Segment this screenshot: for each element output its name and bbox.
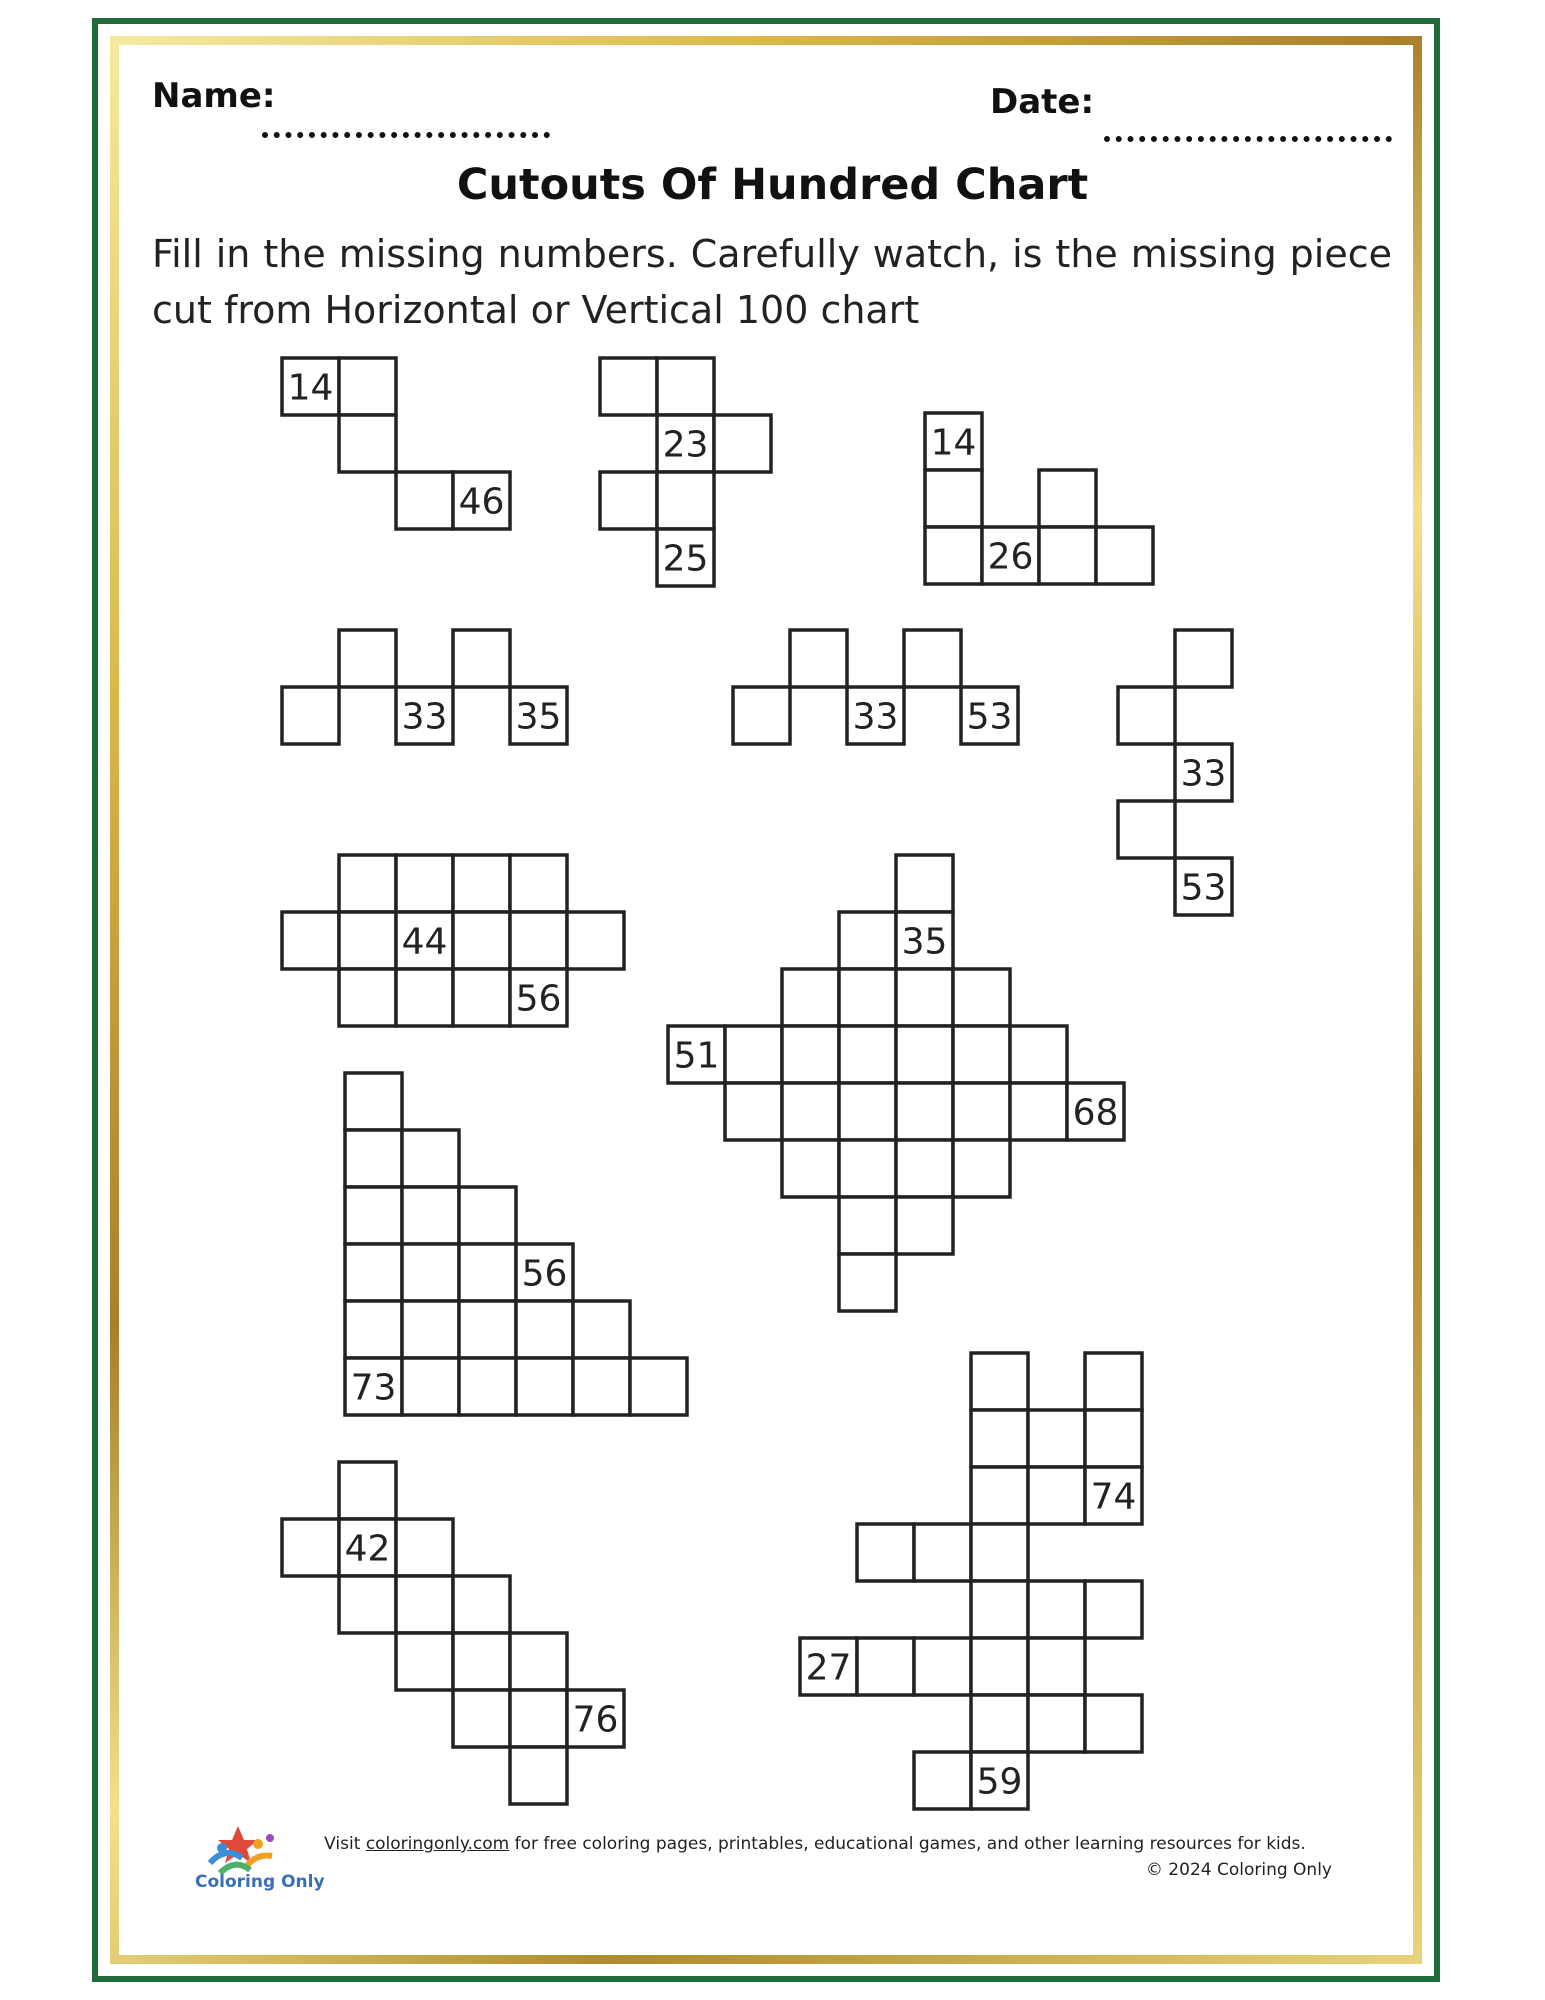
cell-number: 74 bbox=[1090, 1476, 1137, 1518]
chart-cell[interactable] bbox=[453, 1576, 510, 1633]
puzzle-p5 bbox=[733, 630, 1018, 744]
cell-number: 51 bbox=[673, 1035, 720, 1077]
chart-cell[interactable] bbox=[402, 1244, 459, 1301]
puzzle-p9 bbox=[345, 1073, 687, 1415]
cell-number: 35 bbox=[515, 696, 562, 738]
chart-cell[interactable] bbox=[914, 1638, 971, 1695]
chart-cell[interactable] bbox=[453, 855, 510, 912]
chart-cell[interactable] bbox=[971, 1638, 1028, 1695]
chart-cell[interactable] bbox=[282, 687, 339, 744]
chart-cell[interactable] bbox=[345, 1073, 402, 1130]
chart-cell[interactable] bbox=[971, 1581, 1028, 1638]
chart-cell[interactable] bbox=[600, 358, 657, 415]
chart-cell[interactable] bbox=[453, 1690, 510, 1747]
chart-cell[interactable] bbox=[339, 1576, 396, 1633]
chart-cell[interactable] bbox=[345, 1244, 402, 1301]
cell-number: 33 bbox=[401, 696, 448, 738]
chart-cell[interactable] bbox=[339, 855, 396, 912]
chart-cell[interactable] bbox=[896, 1083, 953, 1140]
cell-number: 26 bbox=[987, 536, 1034, 578]
date-label: Date: bbox=[990, 82, 1095, 122]
chart-cell[interactable] bbox=[402, 1187, 459, 1244]
chart-cell[interactable] bbox=[971, 1524, 1028, 1581]
chart-cell[interactable] bbox=[953, 969, 1010, 1026]
site-link[interactable]: coloringonly.com bbox=[365, 1834, 510, 1854]
cell-number: 23 bbox=[662, 424, 709, 466]
chart-cell[interactable] bbox=[396, 969, 453, 1026]
chart-cell[interactable] bbox=[1096, 527, 1153, 584]
cell-number: 35 bbox=[901, 921, 948, 963]
chart-cell[interactable] bbox=[345, 1130, 402, 1187]
chart-cell[interactable] bbox=[971, 1353, 1028, 1410]
chart-cell[interactable] bbox=[600, 472, 657, 529]
cell-number: 68 bbox=[1072, 1092, 1119, 1134]
chart-cell[interactable] bbox=[1085, 1581, 1142, 1638]
cell-number: 53 bbox=[1180, 867, 1227, 909]
chart-cell[interactable] bbox=[971, 1410, 1028, 1467]
chart-cell[interactable] bbox=[782, 969, 839, 1026]
puzzle-p3 bbox=[925, 413, 1153, 584]
chart-cell[interactable] bbox=[857, 1524, 914, 1581]
chart-cell[interactable] bbox=[790, 630, 847, 687]
chart-cell[interactable] bbox=[339, 630, 396, 687]
chart-cell[interactable] bbox=[339, 415, 396, 472]
chart-cell[interactable] bbox=[402, 1130, 459, 1187]
chart-cell[interactable] bbox=[914, 1524, 971, 1581]
chart-cell[interactable] bbox=[510, 912, 567, 969]
puzzle-p7 bbox=[282, 855, 624, 1026]
footer-visit: Visit bbox=[324, 1834, 366, 1854]
chart-cell[interactable] bbox=[459, 1187, 516, 1244]
chart-cell[interactable] bbox=[510, 1747, 567, 1804]
chart-cell[interactable] bbox=[459, 1358, 516, 1415]
chart-cell[interactable] bbox=[1039, 470, 1096, 527]
cell-number: 33 bbox=[852, 696, 899, 738]
chart-cell[interactable] bbox=[339, 358, 396, 415]
chart-cell[interactable] bbox=[459, 1244, 516, 1301]
chart-cell[interactable] bbox=[953, 1140, 1010, 1197]
chart-cell[interactable] bbox=[510, 1690, 567, 1747]
chart-cell[interactable] bbox=[1028, 1695, 1085, 1752]
chart-cell[interactable] bbox=[904, 630, 961, 687]
chart-cell[interactable] bbox=[953, 1026, 1010, 1083]
chart-cell[interactable] bbox=[510, 855, 567, 912]
chart-cell[interactable] bbox=[733, 687, 790, 744]
chart-cell[interactable] bbox=[839, 912, 896, 969]
chart-cell[interactable] bbox=[339, 1462, 396, 1519]
chart-cell[interactable] bbox=[282, 1519, 339, 1576]
cell-number: 14 bbox=[287, 367, 334, 409]
chart-cell[interactable] bbox=[567, 912, 624, 969]
chart-cell[interactable] bbox=[839, 969, 896, 1026]
chart-cell[interactable] bbox=[839, 1083, 896, 1140]
chart-cell[interactable] bbox=[1118, 687, 1175, 744]
puzzle-p10 bbox=[282, 1462, 624, 1804]
chart-cell[interactable] bbox=[1028, 1467, 1085, 1524]
chart-cell[interactable] bbox=[896, 1026, 953, 1083]
chart-cell[interactable] bbox=[453, 1633, 510, 1690]
chart-cell[interactable] bbox=[839, 1026, 896, 1083]
chart-cell[interactable] bbox=[896, 855, 953, 912]
chart-cell[interactable] bbox=[896, 1140, 953, 1197]
cell-number: 42 bbox=[344, 1528, 391, 1570]
puzzle-p4 bbox=[282, 630, 567, 744]
chart-cell[interactable] bbox=[1085, 1353, 1142, 1410]
cell-number: 56 bbox=[515, 978, 562, 1020]
puzzle-p2 bbox=[600, 358, 771, 586]
chart-cell[interactable] bbox=[714, 415, 771, 472]
chart-cell[interactable] bbox=[1010, 1083, 1067, 1140]
chart-cell[interactable] bbox=[453, 630, 510, 687]
cell-number: 73 bbox=[350, 1367, 397, 1409]
cell-number: 25 bbox=[662, 538, 709, 580]
footer-rest: for free coloring pages, printables, educational games, and other learning resources for kids. bbox=[509, 1834, 1306, 1854]
chart-cell[interactable] bbox=[339, 912, 396, 969]
chart-cell[interactable] bbox=[896, 1197, 953, 1254]
chart-cell[interactable] bbox=[914, 1752, 971, 1809]
chart-cell[interactable] bbox=[339, 969, 396, 1026]
chart-cell[interactable] bbox=[282, 912, 339, 969]
chart-cell[interactable] bbox=[953, 1083, 1010, 1140]
chart-cell[interactable] bbox=[630, 1358, 687, 1415]
chart-cell[interactable] bbox=[782, 1140, 839, 1197]
chart-cell[interactable] bbox=[896, 969, 953, 1026]
chart-cell[interactable] bbox=[1175, 630, 1232, 687]
chart-cell[interactable] bbox=[573, 1358, 630, 1415]
chart-cell[interactable] bbox=[925, 470, 982, 527]
chart-cell[interactable] bbox=[510, 1633, 567, 1690]
chart-cell[interactable] bbox=[396, 1633, 453, 1690]
chart-cell[interactable] bbox=[839, 1197, 896, 1254]
chart-cell[interactable] bbox=[839, 1254, 896, 1311]
chart-cell[interactable] bbox=[345, 1301, 402, 1358]
cell-number: 76 bbox=[572, 1699, 619, 1741]
chart-cell[interactable] bbox=[1010, 1026, 1067, 1083]
chart-cell[interactable] bbox=[1118, 801, 1175, 858]
chart-cell[interactable] bbox=[453, 912, 510, 969]
chart-cell[interactable] bbox=[657, 472, 714, 529]
cell-number: 59 bbox=[976, 1761, 1023, 1803]
chart-cell[interactable] bbox=[459, 1301, 516, 1358]
puzzle-p1 bbox=[282, 358, 510, 529]
chart-cell[interactable] bbox=[345, 1187, 402, 1244]
chart-cell[interactable] bbox=[402, 1358, 459, 1415]
chart-cell[interactable] bbox=[1028, 1581, 1085, 1638]
instructions: Fill in the missing numbers. Carefully watch, is the missing piece cut from Horizontal or Vertical 100 chart bbox=[152, 232, 1392, 332]
chart-cell[interactable] bbox=[925, 527, 982, 584]
cell-number: 44 bbox=[401, 921, 448, 963]
puzzle-p6 bbox=[1118, 630, 1232, 915]
chart-cell[interactable] bbox=[396, 1576, 453, 1633]
footer-text bbox=[300, 1834, 1330, 1854]
cell-number: 14 bbox=[930, 422, 977, 464]
cell-number: 33 bbox=[1180, 753, 1227, 795]
chart-cell[interactable] bbox=[839, 1140, 896, 1197]
chart-cell[interactable] bbox=[516, 1358, 573, 1415]
chart-cell[interactable] bbox=[1039, 527, 1096, 584]
chart-cell[interactable] bbox=[396, 855, 453, 912]
chart-cell[interactable] bbox=[396, 1519, 453, 1576]
chart-cell[interactable] bbox=[1028, 1638, 1085, 1695]
chart-cell[interactable] bbox=[1028, 1410, 1085, 1467]
chart-cell[interactable] bbox=[396, 472, 453, 529]
chart-cell[interactable] bbox=[971, 1467, 1028, 1524]
puzzle-p11 bbox=[800, 1353, 1142, 1809]
cell-number: 56 bbox=[521, 1253, 568, 1295]
logo-text: Coloring Only bbox=[195, 1872, 325, 1892]
chart-cell[interactable] bbox=[516, 1301, 573, 1358]
page-title: Cutouts Of Hundred Chart bbox=[456, 160, 1089, 210]
chart-cell[interactable] bbox=[1085, 1410, 1142, 1467]
cell-number: 27 bbox=[805, 1647, 852, 1689]
puzzle-p8 bbox=[668, 855, 1124, 1311]
chart-cell[interactable] bbox=[453, 969, 510, 1026]
chart-cell[interactable] bbox=[725, 1083, 782, 1140]
chart-cell[interactable] bbox=[1085, 1695, 1142, 1752]
chart-cell[interactable] bbox=[573, 1301, 630, 1358]
chart-cell[interactable] bbox=[657, 358, 714, 415]
cell-number: 53 bbox=[966, 696, 1013, 738]
chart-cell[interactable] bbox=[857, 1638, 914, 1695]
copyright: © 2024 Coloring Only bbox=[1145, 1860, 1332, 1880]
chart-cell[interactable] bbox=[971, 1695, 1028, 1752]
chart-cell[interactable] bbox=[402, 1301, 459, 1358]
name-label: Name: bbox=[152, 76, 276, 116]
chart-cell[interactable] bbox=[725, 1026, 782, 1083]
chart-cell[interactable] bbox=[782, 1083, 839, 1140]
cell-number: 46 bbox=[458, 481, 505, 523]
chart-cell[interactable] bbox=[782, 1026, 839, 1083]
